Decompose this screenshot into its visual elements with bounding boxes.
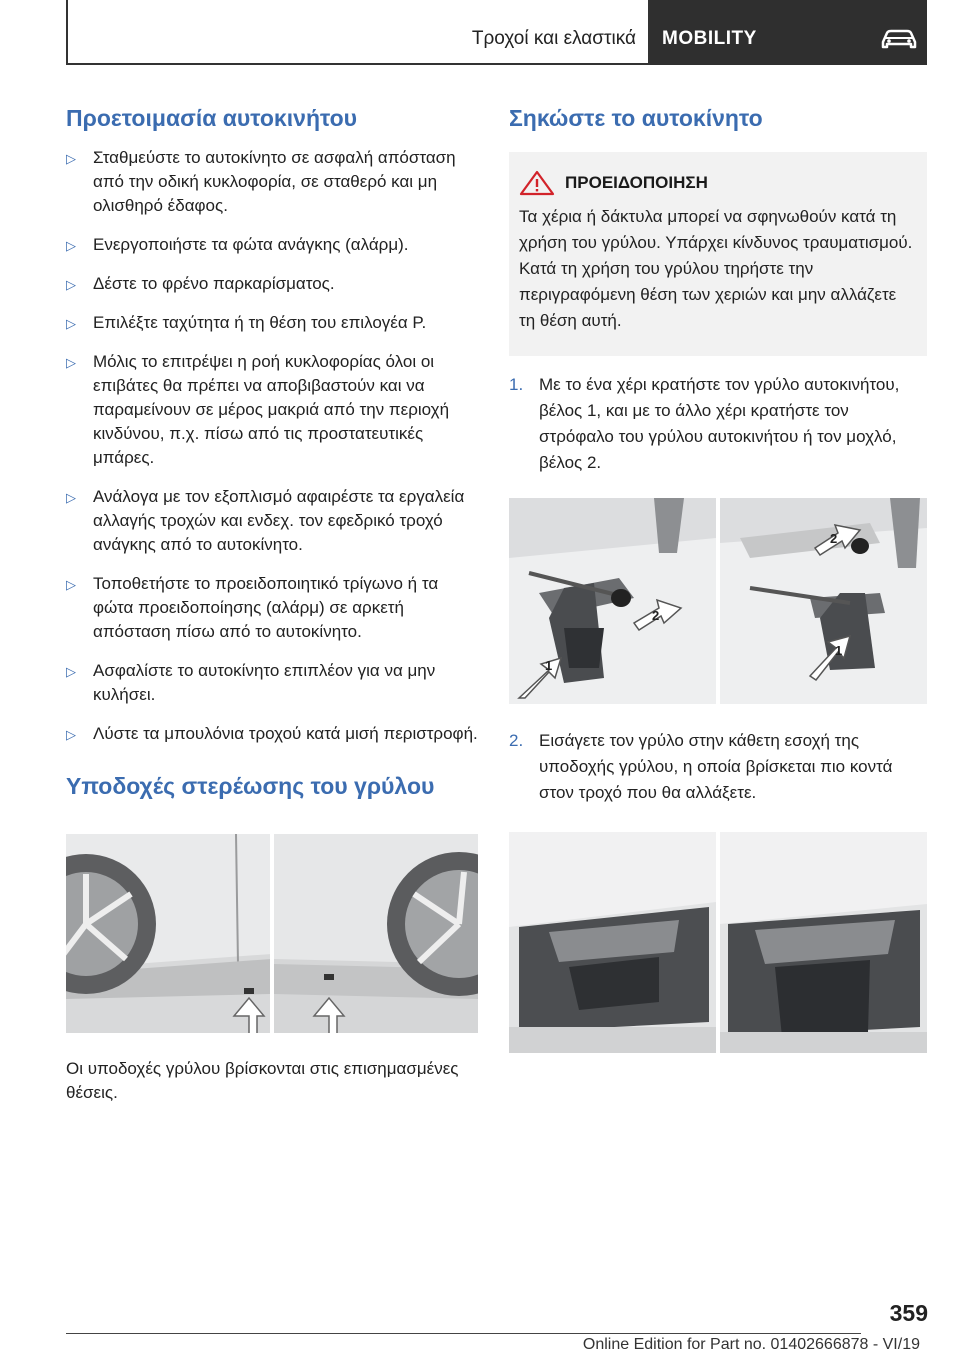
steps-list: [509, 372, 927, 476]
jack-points-figure: [66, 834, 478, 1033]
footer-divider: [66, 1333, 861, 1334]
list-item: ▷ Δέστε το φρένο παρκαρίσματος.: [66, 272, 478, 296]
list-item: ▷ Λύστε τα μπουλόνια τροχού κατά μισή περιστροφή.: [66, 722, 478, 746]
jack-point-photo-right: [274, 834, 478, 1033]
warning-text: Τα χέρια ή δάκτυλα μπορεί να σφηνωθούν κατά τη χρήση του γρύλου. Υπάρχει κίνδυνος τραυματισμού. Κατά τη χρήση του γρύλου τηρήστε την περιγραφόμενη θέση των χεριών και μην αλλάζετε τη θέση αυτή.: [519, 206, 913, 330]
warning-header: [519, 170, 915, 196]
list-item: ▷ Σταθμεύστε το αυτοκίνητο σε ασφαλή απόσταση από την οδική κυκλοφορία, σε σταθερό και μη ολισθηρό έδαφος.: [66, 147, 456, 215]
section-heading-lift: Σηκώστε το αυτοκίνητο: [509, 105, 763, 131]
jack-insert-photo-left: [509, 832, 716, 1053]
triangle-bullet-icon: ▷: [66, 237, 76, 253]
step-number: 1.: [509, 374, 524, 394]
section-box: [650, 0, 927, 65]
jack-holding-figure: [509, 498, 927, 704]
triangle-bullet-icon: ▷: [66, 315, 76, 331]
triangle-bullet-icon: ▷: [66, 726, 76, 742]
triangle-bullet-icon: ▷: [66, 663, 76, 679]
chapter-box: [66, 0, 650, 65]
jack-holding-photo-right: [720, 498, 927, 704]
step-number: 2.: [509, 730, 524, 750]
jack-insert-figure: [509, 832, 927, 1053]
edition-text: Online Edition for Part no. 01402666878 - VI/19: [582, 1336, 920, 1353]
jack-insert-photo-right: [720, 832, 927, 1053]
triangle-bullet-icon: ▷: [66, 576, 76, 592]
list-item: ▷ Ενεργοποιήστε τα φώτα ανάγκης (αλάρμ).: [66, 233, 478, 257]
arrow-label-1: 1: [835, 642, 843, 658]
preparation-list: [66, 146, 478, 746]
triangle-bullet-icon: ▷: [66, 276, 76, 292]
triangle-bullet-icon: ▷: [66, 150, 76, 166]
chapter-title: Τροχοί και ελαστικά: [471, 28, 636, 49]
list-item: ▷ Τοποθετήστε το προειδοποιητικό τρίγωνο ή τα φώτα προειδοποίησης (αλάρμ) σε αρκετή απόσταση πίσω από το αυτοκίνητο.: [66, 573, 439, 641]
jack-holding-photo-left: [509, 498, 716, 704]
arrow-label-1: 1: [545, 657, 553, 673]
list-item: ▷ Μόλις το επιτρέψει η ροή κυκλοφορίας όλοι οι επιβάτες θα πρέπει να αποβιβαστούν και να παραμείνουν σε μέρος μακριά από την περιοχή κινδύνου, π.χ. πίσω από τις προστατευτικές μπάρες.: [66, 351, 450, 467]
list-item: ▷ Ανάλογα με τον εξοπλισμό αφαιρέστε τα εργαλεία αλλαγής τροχών και ενδεχ. τον εφεδρικό τροχό ανάγκης από το αυτοκίνητο.: [66, 486, 465, 554]
jack-point-photo-left: [66, 834, 270, 1033]
triangle-bullet-icon: ▷: [66, 354, 76, 370]
list-item: ▷ Επιλέξτε ταχύτητα ή τη θέση του επιλογέα P.: [66, 311, 478, 335]
car-icon: [879, 26, 919, 52]
arrow-label-2: 2: [652, 607, 660, 623]
section-heading-preparation: Προετοιμασία αυτοκινήτου: [66, 105, 358, 131]
warning-box: [509, 152, 927, 356]
warning-triangle-icon: [519, 170, 555, 196]
steps-list-2: [509, 728, 927, 806]
section-title: MOBILITY: [662, 28, 757, 49]
list-item: ▷ Ασφαλίστε το αυτοκίνητο επιπλέον για να μην κυλήσει.: [66, 660, 436, 704]
section-heading-jack-points: Υποδοχές στερέωσης του γρύλου: [66, 772, 435, 799]
step-item: 1. Με το ένα χέρι κρατήστε τον γρύλο αυτοκινήτου, βέλος 1, και με το άλλο χέρι κρατήστε τον στρόφαλο του γρύλου αυτοκινήτου ή τον μοχλό, βέλος 2.: [509, 372, 927, 476]
right-column: [509, 104, 927, 1053]
page-header: [66, 0, 927, 65]
warning-title: ΠΡΟΕΙΔΟΠΟΙΗΣΗ: [565, 172, 708, 192]
triangle-bullet-icon: ▷: [66, 489, 76, 505]
jack-points-caption: Οι υποδοχές γρύλου βρίσκονται στις επισημασμένες θέσεις.: [66, 1058, 459, 1102]
arrow-label-2: 2: [830, 530, 838, 546]
page-number: 359: [889, 1300, 928, 1326]
left-column: [66, 104, 478, 1105]
step-item: 2. Εισάγετε τον γρύλο στην κάθετη εσοχή της υποδοχής γρύλου, η οποία βρίσκεται πιο κοντά στον τροχό που θα αλλάξετε.: [509, 728, 927, 806]
